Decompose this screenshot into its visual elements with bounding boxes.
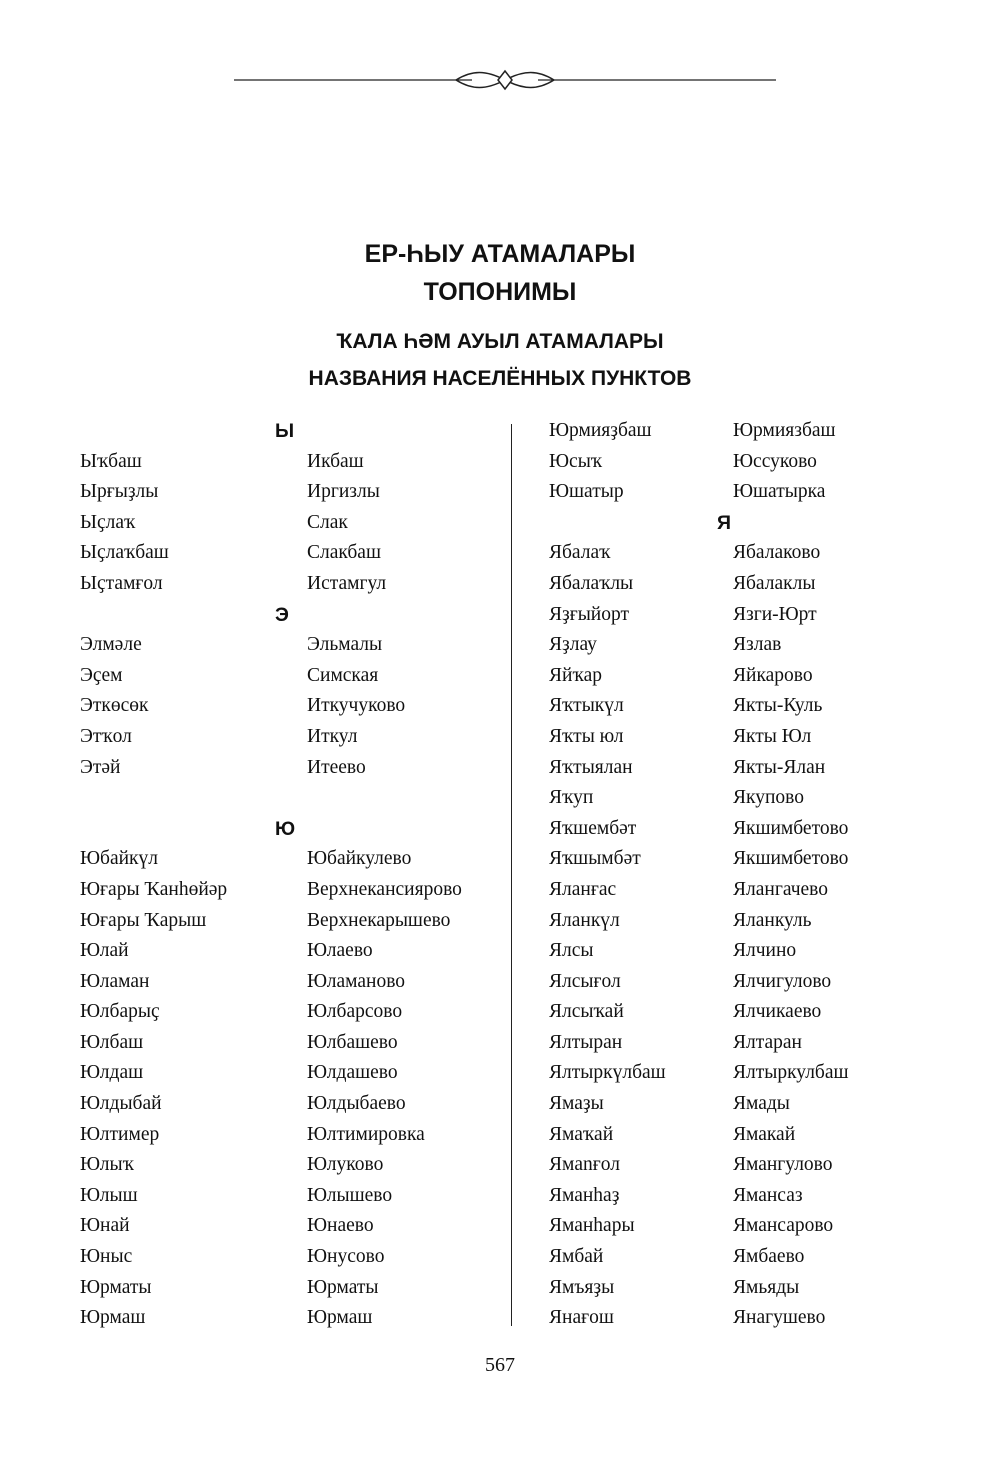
bashkir-name: Ыҡбаш: [80, 450, 142, 472]
bashkir-name: Ялсығол: [549, 970, 621, 992]
bashkir-name: Ямаҙы: [549, 1093, 604, 1115]
russian-name: Ямбаево: [733, 1246, 805, 1268]
toponym-entry: [549, 1150, 969, 1181]
letter-heading: Э: [275, 603, 289, 626]
toponym-entry: [549, 875, 969, 906]
entry-group: [80, 447, 500, 600]
toponym-entry: [549, 1028, 969, 1059]
bashkir-name: Юлай: [80, 940, 129, 962]
toponym-entry: [80, 477, 500, 508]
russian-name: Верхнекансиярово: [307, 878, 462, 900]
bashkir-name: Юлыш: [80, 1184, 138, 1206]
bashkir-name: Этҡол: [80, 725, 132, 747]
bashkir-name: Юрмаш: [80, 1307, 146, 1329]
toponym-entry: [80, 753, 500, 784]
toponym-entry: [80, 630, 500, 661]
column-divider: [511, 424, 512, 1326]
bashkir-name: Юғары Ҡанһөйәр: [80, 878, 228, 900]
russian-name: Язлав: [733, 634, 782, 656]
toponym-entry: [80, 1150, 500, 1181]
russian-name: Юламаново: [307, 970, 406, 992]
bashkir-name: Юлбарыҫ: [80, 1001, 160, 1023]
section-title-bashkir: ҠАЛА ҺӘМ АУЫЛ АТАМАЛАРЫ: [336, 330, 664, 353]
entry-group: [549, 538, 969, 1333]
russian-name: Ябалаклы: [733, 572, 816, 594]
bashkir-name: Ямъяҙы: [549, 1276, 615, 1298]
bashkir-name: Ямanғол: [549, 1154, 620, 1176]
russian-name: Симская: [307, 664, 379, 686]
russian-name: Яйкарово: [733, 664, 813, 686]
bashkir-name: Яҡшымбәт: [549, 848, 641, 870]
spacer: [80, 783, 500, 814]
russian-name: Юлаево: [307, 940, 373, 962]
bashkir-name: Яманһаҙ: [549, 1184, 620, 1206]
right-column: [549, 416, 969, 1334]
bashkir-name: Яҡтыкүл: [549, 695, 624, 717]
entry-group: [549, 416, 969, 508]
letter-heading: Я: [717, 511, 732, 534]
bashkir-name: Яйҡар: [549, 664, 603, 686]
russian-name: Юлдашево: [307, 1062, 398, 1084]
russian-name: Юбайкулево: [307, 848, 412, 870]
bashkir-name: Юлдыбай: [80, 1093, 162, 1115]
bashkir-name: Юбайкүл: [80, 848, 159, 870]
toponym-entry: [80, 936, 500, 967]
russian-name: Яланкуль: [733, 909, 812, 931]
entry-group: [80, 630, 500, 783]
toponym-entry: [549, 844, 969, 875]
toponym-entry: [80, 661, 500, 692]
bashkir-name: Юламан: [80, 970, 150, 992]
russian-name: Юрмиязбаш: [733, 420, 836, 441]
russian-name: Истамгул: [307, 572, 387, 594]
russian-name: Иткучуково: [307, 695, 406, 717]
bashkir-name: Юрматы: [80, 1276, 152, 1298]
russian-name: Якупово: [733, 787, 804, 809]
bashkir-name: Юлтимер: [80, 1123, 160, 1145]
bashkir-name: Ябалаҡлы: [549, 572, 634, 594]
russian-name: Ямансаз: [733, 1184, 803, 1206]
russian-name: Язги-Юрт: [733, 603, 817, 625]
russian-name: Юлбашево: [307, 1031, 398, 1053]
russian-name: Итеево: [307, 756, 366, 778]
toponym-entry: [549, 1058, 969, 1089]
russian-name: Ямангулово: [733, 1154, 833, 1176]
toponym-entry: [80, 875, 500, 906]
russian-name: Ялангачево: [733, 878, 828, 900]
left-column: [80, 416, 500, 1334]
russian-name: Юлдыбаево: [307, 1093, 406, 1115]
russian-name: Эльмалы: [307, 634, 383, 656]
russian-name: Ямьяды: [733, 1276, 800, 1298]
entry-group: [80, 844, 500, 1334]
russian-name: Юлтимировка: [307, 1123, 425, 1145]
bashkir-name: Ямбай: [549, 1246, 604, 1268]
bashkir-name: Элмәле: [80, 634, 142, 656]
toponym-entry: [80, 997, 500, 1028]
russian-name: Якшимбетово: [733, 848, 849, 870]
russian-name: Иргизлы: [307, 481, 380, 503]
bashkir-name: Янағош: [549, 1307, 614, 1329]
page-number: 567: [485, 1354, 515, 1376]
bashkir-name: Яҡтыялан: [549, 756, 633, 778]
toponym-entry: [80, 569, 500, 600]
bashkir-name: Ыҫлаҡбаш: [80, 542, 169, 564]
russian-name: Якшимбетово: [733, 817, 849, 839]
bashkir-name: Яҡуп: [549, 787, 594, 809]
toponym-entry: [80, 844, 500, 875]
toponym-entry: [549, 967, 969, 998]
bashkir-name: Яманһары: [549, 1215, 635, 1237]
toponym-entry: [549, 416, 969, 447]
russian-name: Слак: [307, 511, 348, 533]
toponym-entry: [80, 447, 500, 478]
bashkir-name: Яланкүл: [549, 909, 620, 931]
bashkir-name: Юғары Ҡарыш: [80, 909, 207, 931]
russian-name: Якты-Куль: [733, 695, 823, 717]
russian-name: Юрмаш: [307, 1307, 373, 1329]
bashkir-name: Юлдаш: [80, 1062, 144, 1084]
toponym-entry: [549, 1181, 969, 1212]
russian-name: Юлышево: [307, 1184, 393, 1206]
russian-name: Юрматы: [307, 1276, 379, 1298]
russian-name: Юшатырка: [733, 481, 826, 503]
bashkir-name: Юныс: [80, 1246, 133, 1268]
toponym-entry: [549, 691, 969, 722]
bashkir-name: Юлбаш: [80, 1031, 144, 1053]
bashkir-name: Ялсыҡай: [549, 1001, 624, 1023]
toponym-entry: [549, 906, 969, 937]
russian-name: Ялчикаево: [733, 1001, 822, 1023]
toponym-entry: [549, 814, 969, 845]
toponym-entry: [549, 936, 969, 967]
russian-name: Юлуково: [307, 1154, 384, 1176]
toponym-entry: [80, 1242, 500, 1273]
page-title-russian: ТОПОНИМЫ: [423, 278, 577, 306]
bashkir-name: Ялтыркүлбаш: [549, 1062, 666, 1084]
toponym-entry: [549, 722, 969, 753]
toponym-entry: [549, 1242, 969, 1273]
toponym-entry: [549, 538, 969, 569]
toponym-entry: [549, 997, 969, 1028]
toponym-entry: [549, 600, 969, 631]
russian-name: Ямакай: [733, 1123, 796, 1145]
toponym-entry: [549, 447, 969, 478]
bashkir-name: Яҙғыйорт: [549, 603, 630, 625]
russian-name: Ялтыркулбаш: [733, 1062, 849, 1084]
toponym-entry: [80, 722, 500, 753]
russian-name: Ялчино: [733, 940, 797, 962]
toponym-entry: [80, 906, 500, 937]
toponym-entry: [549, 783, 969, 814]
section-title-russian: НАЗВАНИЯ НАСЕЛЁННЫХ ПУНКТОВ: [308, 367, 692, 390]
header-ornament: [234, 66, 776, 96]
bashkir-name: Ялтыран: [549, 1031, 623, 1053]
toponym-entry: [80, 1181, 500, 1212]
russian-name: Ямансарово: [733, 1215, 834, 1237]
russian-name: Якты Юл: [733, 725, 812, 747]
toponym-entry: [80, 1211, 500, 1242]
bashkir-name: Ыҫлаҡ: [80, 511, 136, 533]
toponym-entry: [80, 691, 500, 722]
page-title-bashkir: ЕР-ҺЫУ АТАМАЛАРЫ: [364, 240, 636, 268]
russian-name: Верхнекарышево: [307, 909, 451, 931]
russian-name: Янагушево: [733, 1307, 826, 1329]
toponym-entry: [80, 508, 500, 539]
russian-name: Ялтаран: [733, 1031, 802, 1053]
bashkir-name: Ялсы: [549, 940, 594, 962]
russian-name: Якты-Ялан: [733, 756, 826, 778]
bashkir-name: Эҫем: [80, 664, 123, 686]
bashkir-name: Эткөсөк: [80, 695, 149, 717]
russian-name: Юнаево: [307, 1215, 374, 1237]
bashkir-name: Этәй: [80, 756, 121, 778]
letter-heading: Ю: [275, 817, 296, 840]
bashkir-name: Юлыҡ: [80, 1154, 134, 1176]
toponym-entry: [549, 630, 969, 661]
bashkir-name: Юшатыр: [549, 481, 624, 503]
bashkir-name: Яҡты юл: [549, 725, 624, 747]
toponym-entry: [549, 477, 969, 508]
toponym-entry: [80, 1120, 500, 1151]
toponym-entry: [80, 538, 500, 569]
toponym-entry: [549, 661, 969, 692]
toponym-entry: [549, 753, 969, 784]
russian-name: Юнусово: [307, 1246, 385, 1268]
bashkir-name: Ыҫтамғол: [80, 572, 163, 594]
russian-name: Слакбаш: [307, 542, 381, 564]
letter-heading: Ы: [275, 420, 295, 442]
bashkir-name: Юнай: [80, 1215, 130, 1237]
russian-name: Ябалаково: [733, 542, 821, 564]
bashkir-name: Ябалаҡ: [549, 542, 611, 564]
toponym-entry: [80, 1273, 500, 1304]
toponym-entry: [80, 1303, 500, 1334]
toponym-entry: [549, 1211, 969, 1242]
toponym-entry: [549, 1089, 969, 1120]
bashkir-name: Яланғас: [549, 878, 617, 900]
toponym-entry: [80, 1058, 500, 1089]
bashkir-name: Ырғыҙлы: [80, 481, 159, 503]
russian-name: Ямады: [733, 1093, 790, 1115]
toponym-entry: [549, 1273, 969, 1304]
toponym-entry: [549, 1303, 969, 1334]
toponym-entry: [80, 967, 500, 998]
russian-name: Юлбарсово: [307, 1001, 403, 1023]
toponym-entry: [80, 1028, 500, 1059]
russian-name: Иткул: [307, 725, 358, 747]
toponym-entry: [549, 569, 969, 600]
russian-name: Икбаш: [307, 450, 364, 472]
bashkir-name: Ямаҡай: [549, 1123, 614, 1145]
bashkir-name: Юсыҡ: [549, 450, 602, 472]
bashkir-name: Яҙлау: [549, 634, 597, 656]
bashkir-name: Яҡшембәт: [549, 817, 637, 839]
toponym-entry: [549, 1120, 969, 1151]
russian-name: Ялчигулово: [733, 970, 832, 992]
russian-name: Юссуково: [733, 450, 817, 472]
bashkir-name: Юрмияҙбаш: [549, 420, 652, 441]
toponym-entry: [80, 1089, 500, 1120]
